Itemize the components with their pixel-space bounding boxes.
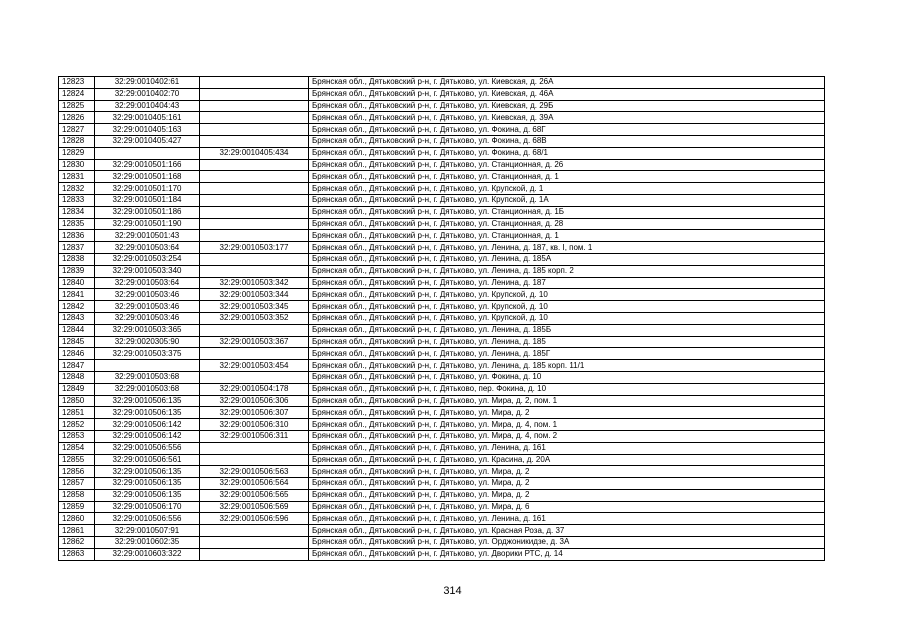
row-number-cell: 12851 [59,407,95,419]
address-cell: Брянская обл., Дятьковский р-н, г. Дятьково, ул. Мира, д. 2 [309,407,825,419]
cadastral-number-cell: 32:29:0010506:556 [95,442,200,454]
address-cell: Брянская обл., Дятьковский р-н, г. Дятьково, ул. Ленина, д. 185А [309,253,825,265]
cadastral-number-cell: 32:29:0010503:46 [95,301,200,313]
table-row [59,100,825,112]
table-row [59,77,825,89]
related-cadastral-number-cell: 32:29:0010506:569 [200,501,309,513]
cadastral-number-cell: 32:29:0010603:322 [95,548,200,560]
address-cell: Брянская обл., Дятьковский р-н, г. Дятьково, ул. Мира, д. 6 [309,501,825,513]
row-number-cell: 12840 [59,277,95,289]
cadastral-number-cell: 32:29:0010503:340 [95,265,200,277]
address-cell: Брянская обл., Дятьковский р-н, г. Дятьково, ул. Фокина, д. 68В [309,135,825,147]
cadastral-number-cell: 32:29:0010506:561 [95,454,200,466]
related-cadastral-number-cell [200,218,309,230]
address-cell: Брянская обл., Дятьковский р-н, г. Дятьково, ул. Ленина, д. 161 [309,513,825,525]
row-number-cell: 12856 [59,466,95,478]
row-number-cell: 12841 [59,289,95,301]
cadastral-number-cell: 32:29:0010506:135 [95,395,200,407]
table-row [59,218,825,230]
table-row [59,407,825,419]
related-cadastral-number-cell [200,537,309,549]
related-cadastral-number-cell [200,171,309,183]
address-cell: Брянская обл., Дятьковский р-н, г. Дятьково, ул. Станционная, д. 1 [309,230,825,242]
address-cell: Брянская обл., Дятьковский р-н, г. Дятьково, ул. Мира, д. 2 [309,489,825,501]
row-number-cell: 12825 [59,100,95,112]
address-cell: Брянская обл., Дятьковский р-н, г. Дятьково, пер. Фокина, д. 10 [309,383,825,395]
row-number-cell: 12857 [59,478,95,490]
registry-table [58,76,825,561]
related-cadastral-number-cell [200,88,309,100]
related-cadastral-number-cell [200,442,309,454]
table-row [59,301,825,313]
row-number-cell: 12839 [59,265,95,277]
address-cell: Брянская обл., Дятьковский р-н, г. Дятьково, ул. Мира, д. 2 [309,478,825,490]
related-cadastral-number-cell: 32:29:0010504:178 [200,383,309,395]
table-row [59,206,825,218]
related-cadastral-number-cell [200,371,309,383]
table-row [59,419,825,431]
table-row [59,442,825,454]
cadastral-number-cell: 32:29:0010506:135 [95,407,200,419]
address-cell: Брянская обл., Дятьковский р-н, г. Дятьково, ул. Станционная, д. 1 [309,171,825,183]
row-number-cell: 12829 [59,147,95,159]
row-number-cell: 12859 [59,501,95,513]
row-number-cell: 12842 [59,301,95,313]
row-number-cell: 12855 [59,454,95,466]
cadastral-number-cell: 32:29:0010503:365 [95,324,200,336]
table-row [59,265,825,277]
table-row [59,548,825,560]
address-cell: Брянская обл., Дятьковский р-н, г. Дятьково, ул. Дворики РТС, д. 14 [309,548,825,560]
related-cadastral-number-cell [200,525,309,537]
table-row [59,360,825,372]
cadastral-number-cell: 32:29:0010501:43 [95,230,200,242]
cadastral-number-cell: 32:29:0010506:142 [95,419,200,431]
address-cell: Брянская обл., Дятьковский р-н, г. Дятьково, ул. Красина, д. 20А [309,454,825,466]
related-cadastral-number-cell [200,100,309,112]
row-number-cell: 12824 [59,88,95,100]
table-row [59,537,825,549]
row-number-cell: 12844 [59,324,95,336]
table-row [59,383,825,395]
related-cadastral-number-cell: 32:29:0010503:344 [200,289,309,301]
related-cadastral-number-cell [200,112,309,124]
row-number-cell: 12835 [59,218,95,230]
related-cadastral-number-cell [200,135,309,147]
related-cadastral-number-cell [200,194,309,206]
address-cell: Брянская обл., Дятьковский р-н, г. Дятьково, ул. Крупской, д. 1А [309,194,825,206]
related-cadastral-number-cell: 32:29:0010506:311 [200,430,309,442]
address-cell: Брянская обл., Дятьковский р-н, г. Дятьково, ул. Фокина, д. 68/1 [309,147,825,159]
row-number-cell: 12852 [59,419,95,431]
registry-table-body [59,77,825,561]
table-row [59,289,825,301]
cadastral-number-cell: 32:29:0010405:161 [95,112,200,124]
row-number-cell: 12863 [59,548,95,560]
row-number-cell: 12830 [59,159,95,171]
table-row [59,124,825,136]
related-cadastral-number-cell [200,230,309,242]
cadastral-number-cell: 32:29:0010503:46 [95,312,200,324]
table-row [59,277,825,289]
address-cell: Брянская обл., Дятьковский р-н, г. Дятьково, ул. Ленина, д. 185Б [309,324,825,336]
related-cadastral-number-cell: 32:29:0010503:342 [200,277,309,289]
table-row [59,135,825,147]
row-number-cell: 12861 [59,525,95,537]
related-cadastral-number-cell [200,124,309,136]
table-row [59,242,825,254]
address-cell: Брянская обл., Дятьковский р-н, г. Дятьково, ул. Ленина, д. 185 корп. 2 [309,265,825,277]
cadastral-number-cell: 32:29:0010404:43 [95,100,200,112]
cadastral-number-cell: 32:29:0010503:68 [95,371,200,383]
row-number-cell: 12860 [59,513,95,525]
table-row [59,194,825,206]
address-cell: Брянская обл., Дятьковский р-н, г. Дятьково, ул. Красная Роза, д. 37 [309,525,825,537]
cadastral-number-cell: 32:29:0010503:64 [95,242,200,254]
table-row [59,513,825,525]
address-cell: Брянская обл., Дятьковский р-н, г. Дятьково, ул. Мира, д. 2, пом. 1 [309,395,825,407]
row-number-cell: 12848 [59,371,95,383]
address-cell: Брянская обл., Дятьковский р-н, г. Дятьково, ул. Фокина, д. 68Г [309,124,825,136]
address-cell: Брянская обл., Дятьковский р-н, г. Дятьково, ул. Станционная, д. 26 [309,159,825,171]
row-number-cell: 12847 [59,360,95,372]
table-row [59,171,825,183]
page-number: 314 [443,585,462,597]
cadastral-number-cell: 32:29:0010506:135 [95,478,200,490]
address-cell: Брянская обл., Дятьковский р-н, г. Дятьково, ул. Киевская, д. 39А [309,112,825,124]
table-row [59,253,825,265]
table-row [59,454,825,466]
cadastral-number-cell: 32:29:0010501:168 [95,171,200,183]
row-number-cell: 12843 [59,312,95,324]
row-number-cell: 12846 [59,348,95,360]
address-cell: Брянская обл., Дятьковский р-н, г. Дятьково, ул. Ленина, д. 187 [309,277,825,289]
address-cell: Брянская обл., Дятьковский р-н, г. Дятьково, ул. Крупской, д. 10 [309,312,825,324]
cadastral-number-cell: 32:29:0010506:142 [95,430,200,442]
related-cadastral-number-cell [200,324,309,336]
related-cadastral-number-cell: 32:29:0010503:367 [200,336,309,348]
table-row [59,230,825,242]
cadastral-number-cell: 32:29:0010405:163 [95,124,200,136]
related-cadastral-number-cell: 32:29:0010405:434 [200,147,309,159]
related-cadastral-number-cell: 32:29:0010506:310 [200,419,309,431]
address-cell: Брянская обл., Дятьковский р-н, г. Дятьково, ул. Ленина, д. 185Г [309,348,825,360]
cadastral-number-cell: 32:29:0010501:190 [95,218,200,230]
row-number-cell: 12845 [59,336,95,348]
related-cadastral-number-cell: 32:29:0010506:306 [200,395,309,407]
address-cell: Брянская обл., Дятьковский р-н, г. Дятьково, ул. Крупской, д. 1 [309,183,825,195]
related-cadastral-number-cell [200,454,309,466]
row-number-cell: 12827 [59,124,95,136]
table-row [59,159,825,171]
cadastral-number-cell: 32:29:0010405:427 [95,135,200,147]
address-cell: Брянская обл., Дятьковский р-н, г. Дятьково, ул. Мира, д. 4, пом. 1 [309,419,825,431]
row-number-cell: 12850 [59,395,95,407]
cadastral-number-cell: 32:29:0010503:46 [95,289,200,301]
cadastral-number-cell: 32:29:0010506:170 [95,501,200,513]
cadastral-number-cell [95,360,200,372]
cadastral-number-cell: 32:29:0010503:64 [95,277,200,289]
address-cell: Брянская обл., Дятьковский р-н, г. Дятьково, ул. Ленина, д. 161 [309,442,825,454]
address-cell: Брянская обл., Дятьковский р-н, г. Дятьково, ул. Ленина, д. 185 [309,336,825,348]
address-cell: Брянская обл., Дятьковский р-н, г. Дятьково, ул. Крупской, д. 10 [309,301,825,313]
address-cell: Брянская обл., Дятьковский р-н, г. Дятьково, ул. Мира, д. 2 [309,466,825,478]
cadastral-number-cell: 32:29:0010506:135 [95,466,200,478]
row-number-cell: 12838 [59,253,95,265]
address-cell: Брянская обл., Дятьковский р-н, г. Дятьково, ул. Орджоникидзе, д. 3А [309,537,825,549]
row-number-cell: 12837 [59,242,95,254]
related-cadastral-number-cell [200,206,309,218]
cadastral-number-cell: 32:29:0010507:91 [95,525,200,537]
row-number-cell: 12834 [59,206,95,218]
row-number-cell: 12849 [59,383,95,395]
row-number-cell: 12862 [59,537,95,549]
related-cadastral-number-cell [200,548,309,560]
table-row [59,336,825,348]
address-cell: Брянская обл., Дятьковский р-н, г. Дятьково, ул. Ленина, д. 185 корп. 11/1 [309,360,825,372]
related-cadastral-number-cell [200,253,309,265]
address-cell: Брянская обл., Дятьковский р-н, г. Дятьково, ул. Киевская, д. 26А [309,77,825,89]
address-cell: Брянская обл., Дятьковский р-н, г. Дятьково, ул. Фокина, д. 10 [309,371,825,383]
address-cell: Брянская обл., Дятьковский р-н, г. Дятьково, ул. Киевская, д. 46А [309,88,825,100]
cadastral-number-cell: 32:29:0010501:170 [95,183,200,195]
row-number-cell: 12836 [59,230,95,242]
related-cadastral-number-cell: 32:29:0010506:564 [200,478,309,490]
table-row [59,371,825,383]
related-cadastral-number-cell: 32:29:0010503:454 [200,360,309,372]
row-number-cell: 12831 [59,171,95,183]
related-cadastral-number-cell [200,77,309,89]
related-cadastral-number-cell [200,348,309,360]
table-row [59,466,825,478]
related-cadastral-number-cell: 32:29:0010503:345 [200,301,309,313]
address-cell: Брянская обл., Дятьковский р-н, г. Дятьково, ул. Станционная, д. 1Б [309,206,825,218]
address-cell: Брянская обл., Дятьковский р-н, г. Дятьково, ул. Киевская, д. 29Б [309,100,825,112]
table-row [59,501,825,513]
related-cadastral-number-cell: 32:29:0010506:307 [200,407,309,419]
table-row [59,348,825,360]
cadastral-number-cell: 32:29:0020305:90 [95,336,200,348]
cadastral-number-cell: 32:29:0010506:135 [95,489,200,501]
table-row [59,147,825,159]
row-number-cell: 12833 [59,194,95,206]
table-row [59,478,825,490]
cadastral-number-cell: 32:29:0010402:61 [95,77,200,89]
cadastral-number-cell: 32:29:0010501:186 [95,206,200,218]
table-row [59,88,825,100]
related-cadastral-number-cell [200,159,309,171]
related-cadastral-number-cell [200,183,309,195]
table-row [59,324,825,336]
address-cell: Брянская обл., Дятьковский р-н, г. Дятьково, ул. Ленина, д. 187, кв. I, пом. 1 [309,242,825,254]
cadastral-number-cell: 32:29:0010506:556 [95,513,200,525]
row-number-cell: 12823 [59,77,95,89]
table-row [59,489,825,501]
cadastral-number-cell: 32:29:0010402:70 [95,88,200,100]
table-row [59,525,825,537]
row-number-cell: 12826 [59,112,95,124]
address-cell: Брянская обл., Дятьковский р-н, г. Дятьково, ул. Мира, д. 4, пом. 2 [309,430,825,442]
row-number-cell: 12854 [59,442,95,454]
row-number-cell: 12858 [59,489,95,501]
table-row [59,395,825,407]
address-cell: Брянская обл., Дятьковский р-н, г. Дятьково, ул. Станционная, д. 28 [309,218,825,230]
row-number-cell: 12828 [59,135,95,147]
cadastral-number-cell: 32:29:0010501:184 [95,194,200,206]
cadastral-number-cell: 32:29:0010503:254 [95,253,200,265]
row-number-cell: 12853 [59,430,95,442]
related-cadastral-number-cell [200,265,309,277]
related-cadastral-number-cell: 32:29:0010506:565 [200,489,309,501]
related-cadastral-number-cell: 32:29:0010503:352 [200,312,309,324]
address-cell: Брянская обл., Дятьковский р-н, г. Дятьково, ул. Крупской, д. 10 [309,289,825,301]
cadastral-number-cell: 32:29:0010503:375 [95,348,200,360]
cadastral-number-cell: 32:29:0010602:35 [95,537,200,549]
cadastral-number-cell: 32:29:0010501:166 [95,159,200,171]
related-cadastral-number-cell: 32:29:0010503:177 [200,242,309,254]
table-row [59,183,825,195]
table-row [59,312,825,324]
cadastral-number-cell: 32:29:0010503:68 [95,383,200,395]
table-row [59,112,825,124]
cadastral-number-cell [95,147,200,159]
row-number-cell: 12832 [59,183,95,195]
related-cadastral-number-cell: 32:29:0010506:563 [200,466,309,478]
related-cadastral-number-cell: 32:29:0010506:596 [200,513,309,525]
table-row [59,430,825,442]
